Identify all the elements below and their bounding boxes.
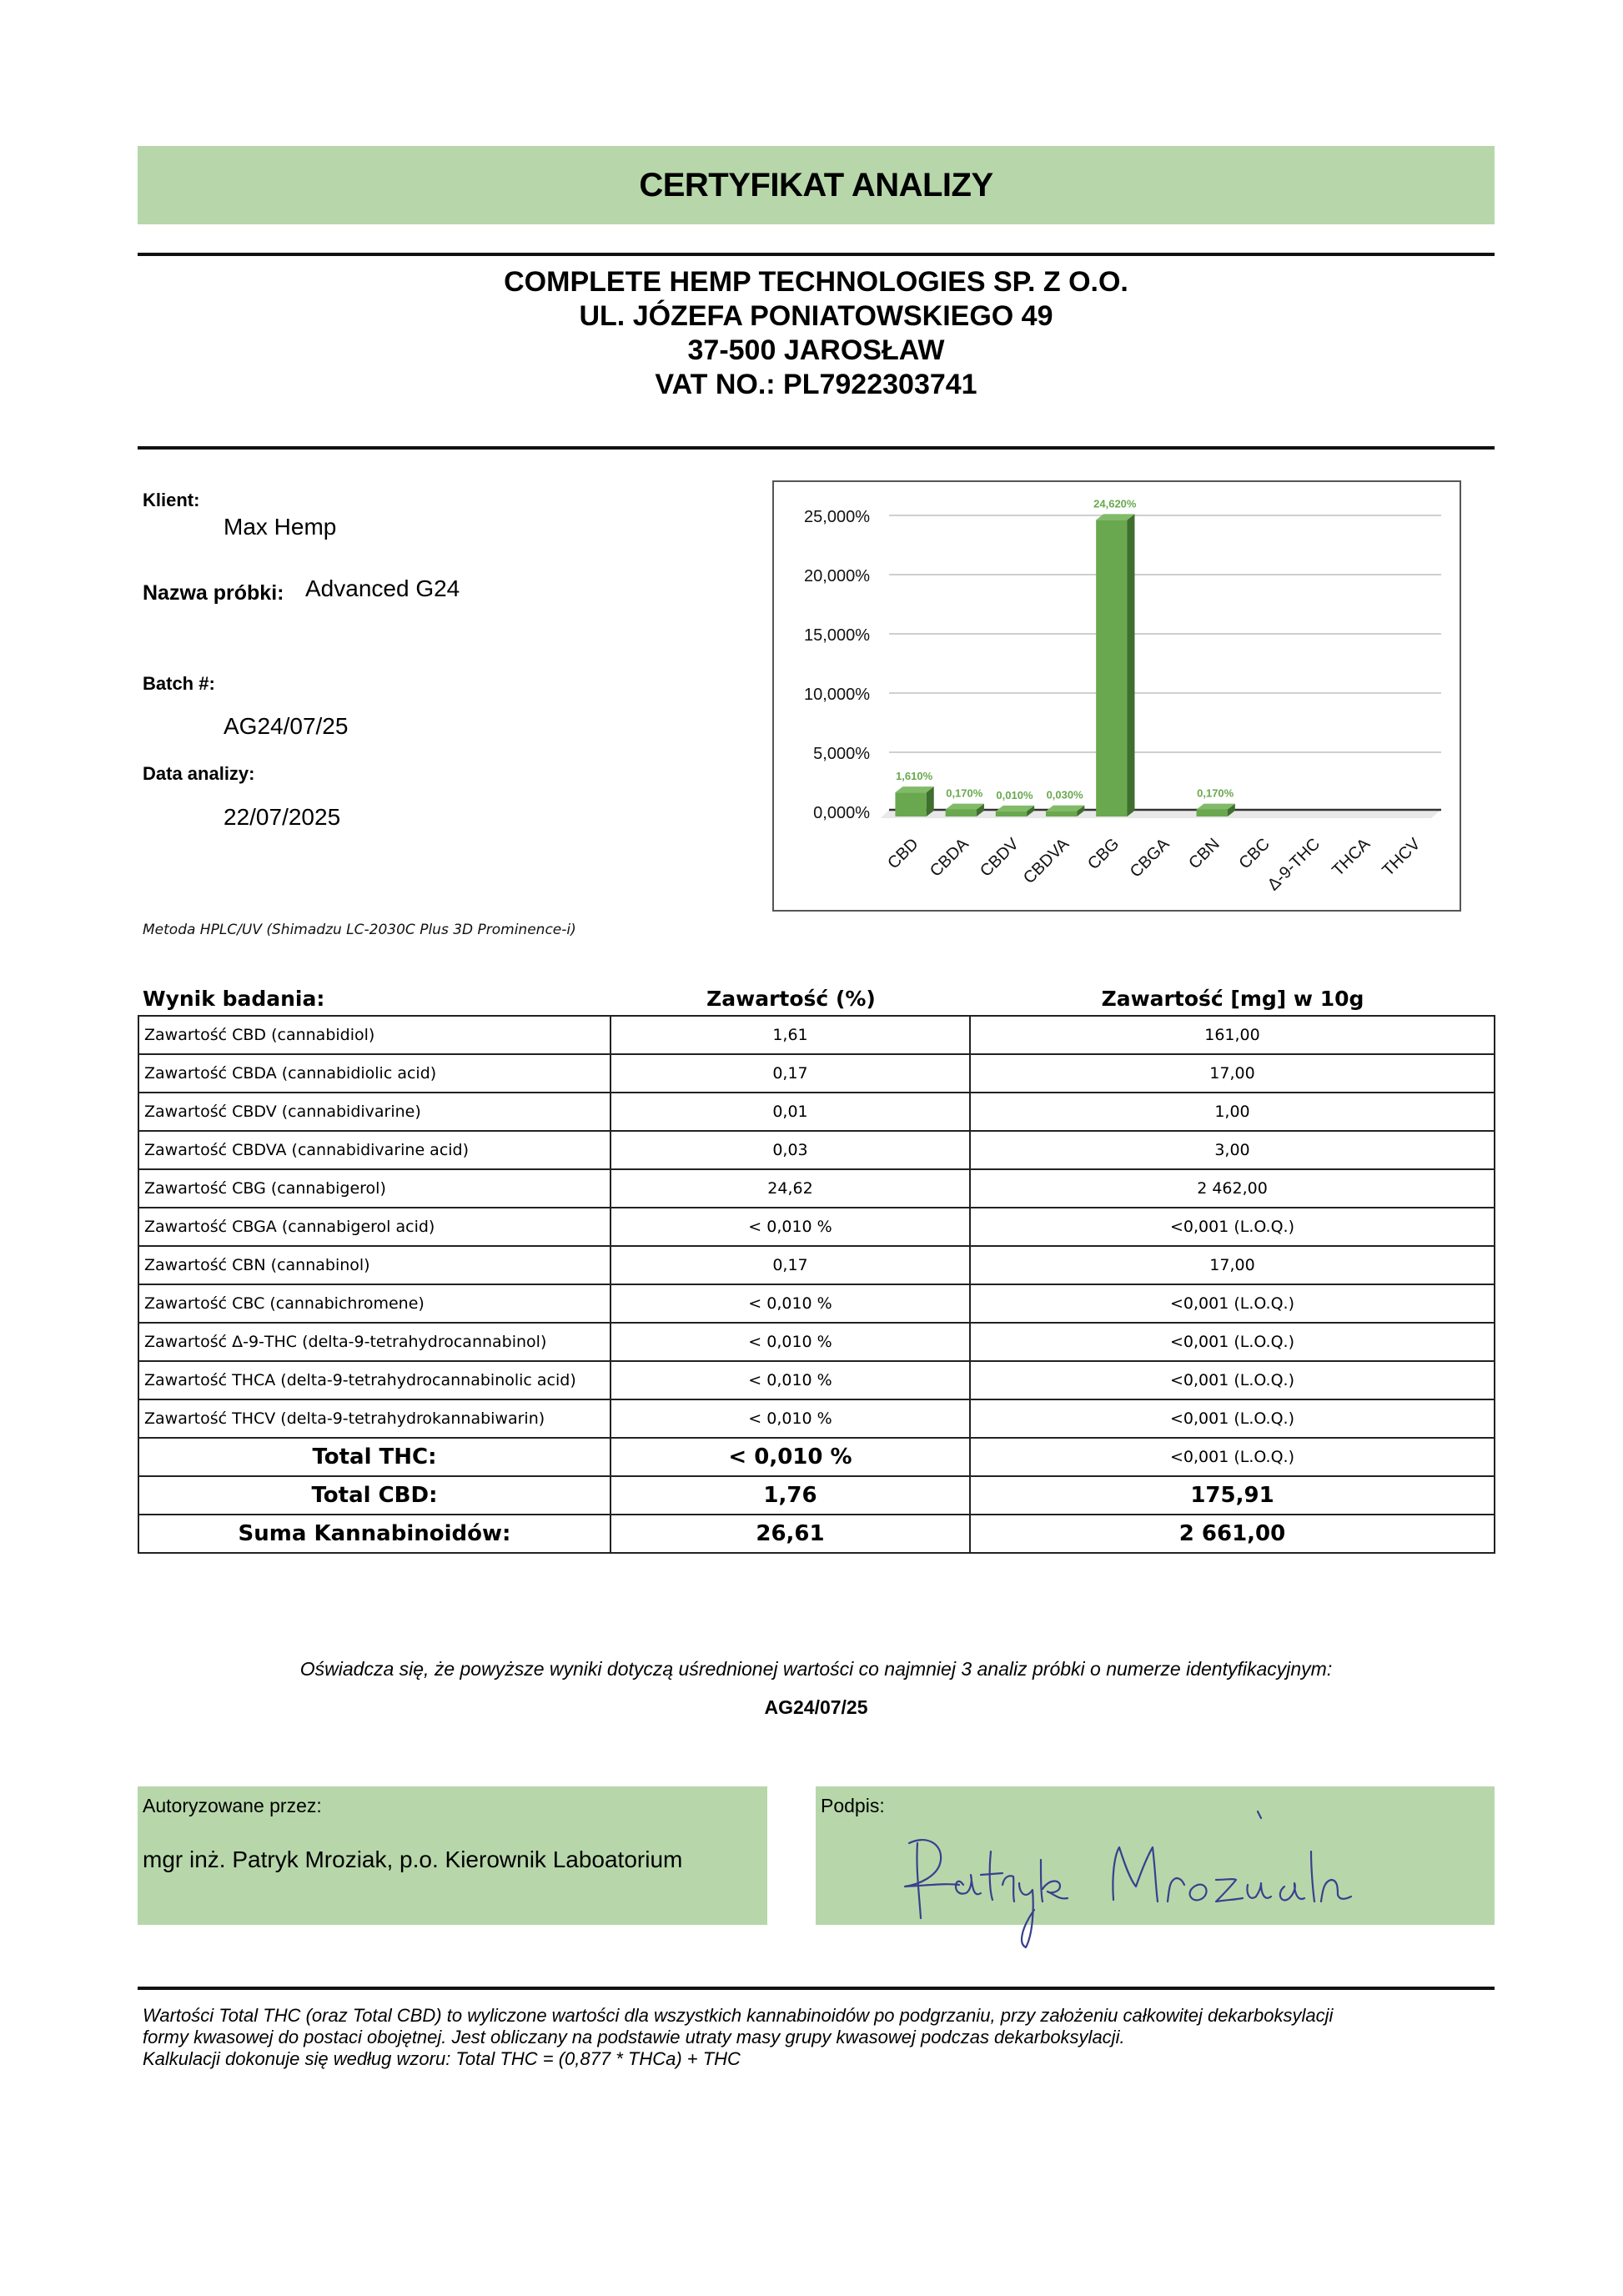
divider-top <box>138 253 1495 256</box>
x-tick-label: Δ-9-THC <box>1264 834 1324 895</box>
table-header-result: Wynik badania: <box>143 987 325 1011</box>
handwritten-signature-icon <box>901 1810 1435 1952</box>
client-value: Max Hemp <box>224 514 337 540</box>
x-tick-label: CBN <box>1185 834 1224 873</box>
bar <box>1197 810 1228 816</box>
bar <box>996 811 1027 816</box>
analyte-percent: < 0,010 % <box>611 1284 970 1323</box>
analyte-percent: 0,01 <box>611 1093 970 1131</box>
certificate-title: CERTYFIKAT ANALIZY <box>639 166 993 203</box>
analyte-name: Zawartość THCA (delta-9-tetrahydrocannabinolic acid) <box>138 1361 611 1399</box>
bar <box>1096 520 1127 816</box>
table-row <box>138 1208 1495 1246</box>
bar-data-label: 24,620% <box>1093 497 1137 510</box>
sample-name-label: Nazwa próbki: <box>143 581 284 605</box>
table-row <box>138 1054 1495 1093</box>
total-name: Suma Kannabinoidów: <box>138 1515 611 1553</box>
analysis-date-value: 22/07/2025 <box>224 804 341 830</box>
authorized-by-label: Autoryzowane przez: <box>143 1795 322 1816</box>
statement-batch-id: AG24/07/25 <box>764 1696 868 1718</box>
analyte-name: Zawartość CBD (cannabidiol) <box>138 1016 611 1054</box>
total-percent: 26,61 <box>611 1515 970 1553</box>
bar-side <box>1127 514 1134 816</box>
analyte-percent: 24,62 <box>611 1169 970 1208</box>
company-city: 37-500 JAROSŁAW <box>687 334 945 366</box>
total-name: Total THC: <box>138 1438 611 1476</box>
x-tick-label: CBC <box>1235 834 1274 873</box>
analyte-mg: 17,00 <box>970 1054 1495 1093</box>
table-header-mg: Zawartość [mg] w 10g <box>1101 987 1364 1011</box>
footnote <box>143 2005 1494 2070</box>
company-header <box>138 265 1495 402</box>
authorized-by-name: mgr inż. Patryk Mroziak, p.o. Kierownik Laboatorium <box>143 1846 683 1872</box>
analyte-percent: 0,17 <box>611 1054 970 1093</box>
divider-company <box>138 446 1495 450</box>
table-row <box>138 1093 1495 1131</box>
analyte-mg: <0,001 (L.O.Q.) <box>970 1323 1495 1361</box>
table-row <box>138 1246 1495 1284</box>
chart-svg <box>774 482 1463 913</box>
analyte-name: Zawartość CBDV (cannabidivarine) <box>138 1093 611 1131</box>
analyte-mg: 1,00 <box>970 1093 1495 1131</box>
analyte-mg: 17,00 <box>970 1246 1495 1284</box>
table-header-percent: Zawartość (%) <box>706 987 876 1011</box>
bar-data-label: 0,170% <box>1197 786 1234 800</box>
analyte-name: Zawartość CBC (cannabichromene) <box>138 1284 611 1323</box>
total-mg: 2 661,00 <box>970 1515 1495 1553</box>
total-mg: 175,91 <box>970 1476 1495 1515</box>
analyte-mg: <0,001 (L.O.Q.) <box>970 1208 1495 1246</box>
x-tick-label: CBDV <box>977 834 1023 881</box>
table-row <box>138 1169 1495 1208</box>
analysis-date-label: Data analizy: <box>143 763 255 784</box>
analyte-mg: 161,00 <box>970 1016 1495 1054</box>
table-row <box>138 1399 1495 1438</box>
bar-data-label: 0,030% <box>1046 788 1083 801</box>
analyte-percent: < 0,010 % <box>611 1361 970 1399</box>
company-vat: VAT NO.: PL7922303741 <box>655 369 977 400</box>
total-row <box>138 1476 1495 1515</box>
method-note: Metoda HPLC/UV (Shimadzu LC-2030C Plus 3D Prominence-i) <box>143 922 576 938</box>
y-tick-label: 5,000% <box>813 745 870 763</box>
bar <box>946 810 977 816</box>
x-tick-label: CBDA <box>926 834 972 881</box>
y-tick-label: 15,000% <box>804 626 870 645</box>
analyte-percent: < 0,010 % <box>611 1399 970 1438</box>
statement-text: Oświadcza się, że powyższe wyniki dotyczą uśrednionej wartości co najmniej 3 analiz próbki o numerze identyfikacyjnym: <box>299 1658 1333 1680</box>
batch-label: Batch #: <box>143 673 215 694</box>
analyte-mg: 2 462,00 <box>970 1169 1495 1208</box>
analyte-mg: <0,001 (L.O.Q.) <box>970 1361 1495 1399</box>
x-tick-label: THCV <box>1379 834 1425 881</box>
footnote-line: formy kwasowej do postaci obojętnej. Jest obliczany na podstawie utraty masy grupy kwasowej podczas dekarboksylacji. <box>143 2027 1125 2047</box>
batch-value: AG24/07/25 <box>224 713 349 739</box>
certificate-title-band <box>138 146 1495 224</box>
total-percent: < 0,010 % <box>611 1438 970 1476</box>
total-name: Total CBD: <box>138 1476 611 1515</box>
x-tick-label: THCA <box>1329 834 1374 881</box>
cannabinoid-chart <box>772 480 1461 912</box>
y-tick-label: 10,000% <box>804 686 870 704</box>
total-row <box>138 1438 1495 1476</box>
y-tick-label: 20,000% <box>804 567 870 585</box>
table-row <box>138 1131 1495 1169</box>
table-row <box>138 1016 1495 1054</box>
analyte-percent: 0,03 <box>611 1131 970 1169</box>
x-tick-label: CBDVA <box>1019 834 1073 888</box>
analyte-name: Zawartość CBGA (cannabigerol acid) <box>138 1208 611 1246</box>
analyte-name: Zawartość CBG (cannabigerol) <box>138 1169 611 1208</box>
analyte-mg: <0,001 (L.O.Q.) <box>970 1399 1495 1438</box>
bar-data-label: 0,010% <box>996 788 1033 801</box>
analyte-percent: 0,17 <box>611 1246 970 1284</box>
analyte-name: Zawartość CBDVA (cannabidivarine acid) <box>138 1131 611 1169</box>
x-tick-label: CBD <box>884 834 922 873</box>
bar <box>1046 811 1077 816</box>
total-percent: 1,76 <box>611 1476 970 1515</box>
analyte-name: Zawartość THCV (delta-9-tetrahydrokannabiwarin) <box>138 1399 611 1438</box>
table-row <box>138 1284 1495 1323</box>
company-street: UL. JÓZEFA PONIATOWSKIEGO 49 <box>579 300 1053 332</box>
analyte-name: Zawartość CBN (cannabinol) <box>138 1246 611 1284</box>
analyte-name: Zawartość CBDA (cannabidiolic acid) <box>138 1054 611 1093</box>
bar-data-label: 1,610% <box>896 770 933 783</box>
footnote-line: Wartości Total THC (oraz Total CBD) to wyliczone wartości dla wszystkich kannabinoidów po podgrzaniu, przy założeniu całkowitej dekarboksylacji <box>143 2005 1334 2026</box>
authorized-by-box <box>138 1786 767 1925</box>
bar <box>895 792 926 816</box>
footnote-line: Kalkulacji dokonuje się według wzoru: Total THC = (0,877 * THCa) + THC <box>143 2048 741 2069</box>
analyte-mg: <0,001 (L.O.Q.) <box>970 1284 1495 1323</box>
analyte-name: Zawartość Δ-9-THC (delta-9-tetrahydrocannabinol) <box>138 1323 611 1361</box>
table-row <box>138 1323 1495 1361</box>
company-name: COMPLETE HEMP TECHNOLOGIES SP. Z O.O. <box>504 266 1128 298</box>
y-tick-label: 25,000% <box>804 508 870 526</box>
analyte-percent: 1,61 <box>611 1016 970 1054</box>
bar-data-label: 0,170% <box>946 786 983 800</box>
analyte-percent: < 0,010 % <box>611 1323 970 1361</box>
y-tick-label: 0,000% <box>813 804 870 822</box>
signature-label: Podpis: <box>821 1795 885 1816</box>
total-row <box>138 1515 1495 1553</box>
sample-name-value: Advanced G24 <box>305 575 460 601</box>
analyte-percent: < 0,010 % <box>611 1208 970 1246</box>
table-row <box>138 1361 1495 1399</box>
divider-footer <box>138 1987 1495 1990</box>
x-tick-label: CBG <box>1084 834 1123 874</box>
x-tick-label: CBGA <box>1126 834 1173 882</box>
results-table <box>138 1015 1495 1554</box>
analyte-mg: 3,00 <box>970 1131 1495 1169</box>
total-mg: <0,001 (L.O.Q.) <box>970 1438 1495 1476</box>
client-label: Klient: <box>143 490 200 510</box>
